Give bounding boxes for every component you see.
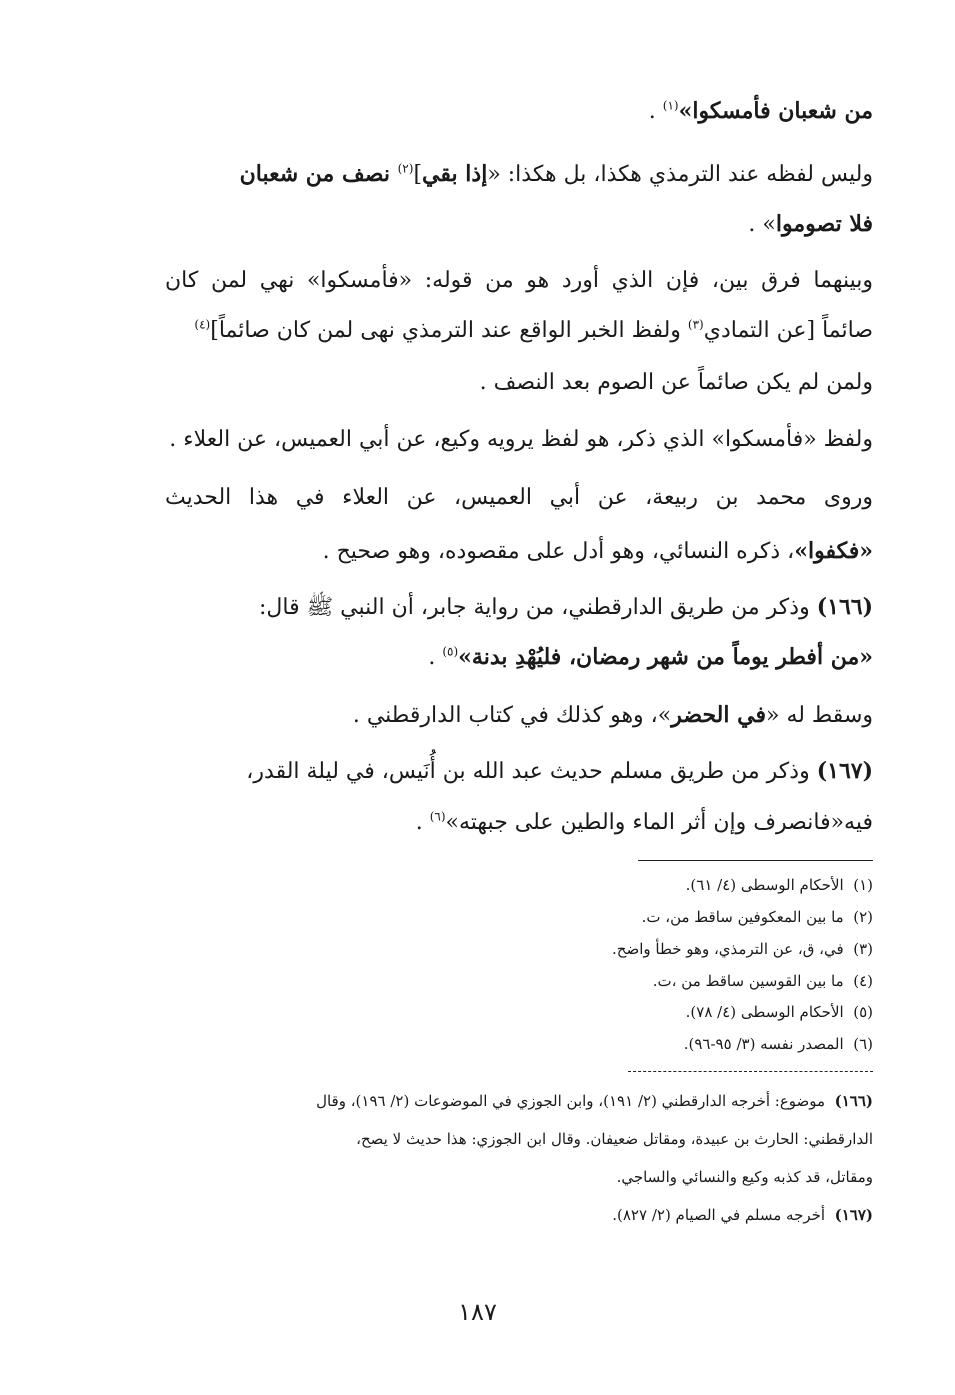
footnote-number: (١) [853,876,873,894]
footnote-ref: (٥) [442,644,459,659]
text-span: ولفظ الخبر الواقع عند الترمذي نهى لمن كان صائماً] [210,318,688,343]
bold-quote: نصف من شعبان [239,161,398,187]
text-span: وليس لفظه عند الترمذي هكذا، بل هكذا: « [487,162,873,187]
text-line: وبينهما فرق بين، فإن الذي أورد هو من قوله: «فأمسكوا» نهي لمن كان [165,268,873,293]
footnote [686,1001,873,1023]
punctuation: . [648,99,663,124]
punctuation: . [415,810,430,835]
takhrij-line [617,1166,873,1188]
takhrij-entry [612,1204,873,1226]
text-line: ولفظ «فأمسكوا» الذي ذكر، هو لفظ يرويه وكيع، عن أبي العميس، عن العلاء . [169,427,873,452]
text-line: ولمن لم يكن صائماً عن الصوم بعد النصف . [479,370,873,395]
text-span: وذكر من طريق الدارقطني، من رواية جابر، أن النبي ﷺ قال: [258,595,817,620]
hadith-number: (١٦٧) [816,758,873,784]
footnote-number: (٢) [853,908,873,926]
bold-quote: من شعبان فأمسكوا» [678,98,873,124]
footnote-number: (٤) [853,972,873,990]
hadith-number: (١٦٦) [816,594,873,620]
text-line [323,536,873,567]
text-span: فيه«فانصرف وإن أثر الماء والطين على جبهته» [445,810,873,835]
footnote [684,1033,873,1055]
takhrij-text: أخرجه مسلم في الصيام (٢/ ٨٢٧). [612,1206,826,1224]
text-span: وذكر من طريق مسلم حديث عبد الله بن أُنَيس، في ليلة القدر، [246,759,817,784]
footnote-text: الأحكام الوسطى (٤/ ٦١). [685,876,844,894]
takhrij-text: الدارقطني: الحارث بن عبيدة، ومقاتل ضعيفان. وقال ابن الجوزي: هذا حديث لا يصح، [356,1130,873,1148]
footnote-number: (٦) [853,1035,873,1053]
text-line [353,700,873,731]
footnote-number: (٣) [853,940,873,958]
bold-quote: في الحضر [671,702,766,728]
footnote [653,970,873,992]
text-span: صائماً [عن التمادي [703,318,873,343]
text-line [246,756,873,787]
text-span: وسقط له « [765,703,873,728]
takhrij-text: موضوع: أخرجه الدارقطني (٢/ ١٩١)، وابن الجوزي في الموضوعات (٢/ ١٩٦)، وقال [316,1092,826,1110]
bold-quote: إذا بقي [422,161,488,187]
footnote-text: المصدر نفسه (٣/ ٩٥-٩٦). [683,1035,844,1053]
footnote-separator [638,860,873,861]
takhrij-text: ومقاتل، قد كذبه وكيع والنسائي والساجي. [616,1168,873,1186]
text-line [748,209,873,240]
text-line [649,96,873,127]
bold-quote: فلا تصوموا [775,211,873,237]
bold-quote: «من أفطر يوماً من شهر رمضان، فليُهْدِ بدنة» [458,644,873,670]
footnote-ref: (٢) [397,161,414,176]
text-line [194,316,873,346]
text-line [416,808,873,838]
takhrij-entry [316,1090,873,1112]
text-line [259,592,873,623]
text-line: وروى محمد بن ربيعة، عن أبي العميس، عن العلاء في هذا الحديث [165,485,874,510]
footnote [612,938,873,960]
footnote-text: ما بين المعكوفين ساقط من، ت. [641,908,844,926]
text-span: »، وهو كذلك في كتاب الدارقطني . [352,703,672,728]
bold-quote: «فكفوا» [794,538,873,564]
punctuation: » . [748,212,776,237]
hadith-number: (١٦٧) [834,1206,873,1224]
bracket: ] [413,162,423,187]
takhrij-separator [628,1071,873,1072]
text-line [240,159,873,190]
footnote [686,874,873,896]
takhrij-line [356,1128,873,1150]
footnote-ref: (٣) [687,317,704,332]
punctuation: . [428,645,443,670]
text-line [428,642,873,673]
footnote-ref: (١) [662,98,679,113]
text-span: ، ذكره النسائي، وهو أدل على مقصوده، وهو صحيح . [322,539,795,564]
footnote-text: ما بين القوسين ساقط من ،ت. [652,972,844,990]
hadith-number: (١٦٦) [834,1092,873,1110]
footnote-text: في، ق، عن الترمذي، وهو خطأ واضح. [612,940,844,958]
footnote-number: (٥) [853,1003,873,1021]
footnote-text: الأحكام الوسطى (٤/ ٧٨). [685,1003,844,1021]
page-number: ١٨٧ [458,1298,497,1326]
footnote [642,906,873,928]
footnote-ref: (٤) [194,317,211,332]
footnote-ref: (٦) [429,809,446,824]
